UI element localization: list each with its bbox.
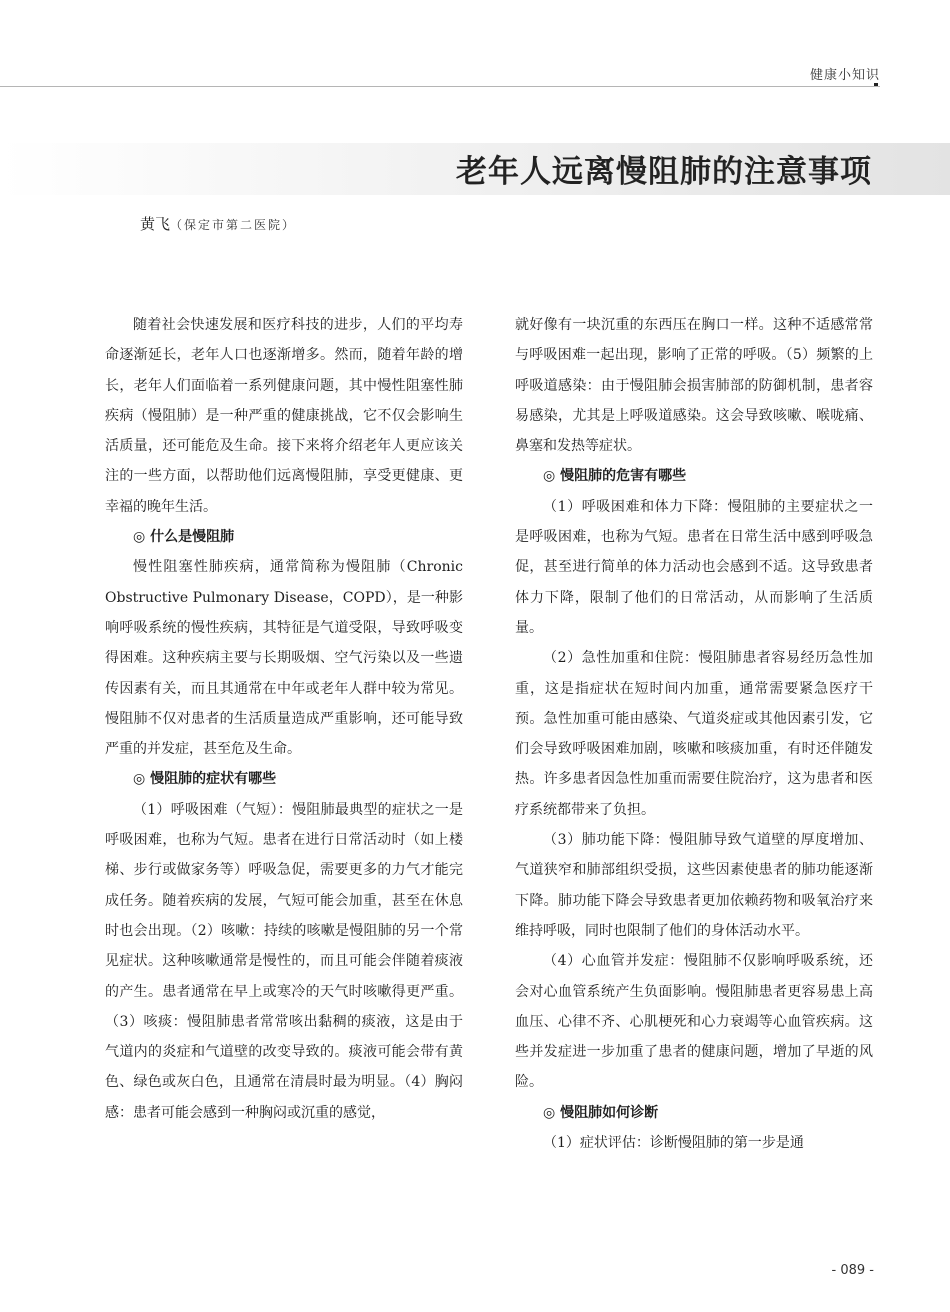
harm-paragraph-4: （4）心血管并发症：慢阻肺不仅影响呼吸系统，还会对心血管系统产生负面影响。慢阻肺患者更容易患上高血压、心律不齐、心肌梗死和心力衰竭等心血管疾病。这些并发症进一步加重了患者的健康问题，增加了早逝的风险。 (515, 953, 873, 1091)
article-title: 老年人远离慢阻肺的注意事项 (456, 154, 872, 190)
author-affiliation: （保定市第二医院） (170, 218, 297, 232)
page-number: - 089 - (831, 1263, 874, 1278)
section-heading-harm: ◎ 慢阻肺的危害有哪些 (543, 468, 687, 485)
byline (140, 213, 296, 234)
what-is-paragraph: 慢性阻塞性肺疾病，通常简称为慢阻肺（Chronic Obstructive Pulmonary Disease，COPD），是一种影响呼吸系统的慢性疾病，其特征是气道受限，导致呼吸变得困难。这种疾病主要与长期吸烟、空气污染以及一些遗传因素有关，而且其通常在中年或老年人群中较为常见。慢阻肺不仅对患者的生活质量造成严重影响，还可能导致严重的并发症，甚至危及生命。 (105, 559, 463, 758)
symptoms-continued-paragraph: 就好像有一块沉重的东西压在胸口一样。这种不适感常常与呼吸困难一起出现，影响了正常的呼吸。（5）频繁的上呼吸道感染：由于慢阻肺会损害肺部的防御机制，患者容易感染，尤其是上呼吸道感染。这会导致咳嗽、喉咙痛、鼻塞和发热等症状。 (515, 317, 873, 455)
harm-paragraph-1: （1）呼吸困难和体力下降：慢阻肺的主要症状之一是呼吸困难，也称为气短。患者在日常生活中感到呼吸急促，甚至进行简单的体力活动也会感到不适。这导致患者体力下降，限制了他们的日常活动，从而影响了生活质量。 (515, 498, 873, 636)
section-heading-diagnosis: ◎ 慢阻肺如何诊断 (543, 1104, 659, 1121)
diagnosis-paragraph-1: （1）症状评估：诊断慢阻肺的第一步是通 (543, 1135, 804, 1152)
harm-paragraph-3: （3）肺功能下降：慢阻肺导致气道壁的厚度增加、气道狭窄和肺部组织受损，这些因素使患者的肺功能逐渐下降。肺功能下降会导致患者更加依赖药物和吸氧治疗来维持呼吸，同时也限制了他们的身体活动水平。 (515, 832, 873, 939)
left-column (105, 310, 463, 1128)
author-name: 黄飞 (140, 215, 171, 233)
right-column (515, 310, 873, 1158)
intro-paragraph: 随着社会快速发展和医疗科技的进步，人们的平均寿命逐渐延长，老年人口也逐渐增多。然而，随着年龄的增长，老年人们面临着一系列健康问题，其中慢性阻塞性肺疾病（慢阻肺）是一种严重的健康挑战，它不仅会影响生活质量，还可能危及生命。接下来将介绍老年人更应该关注的一些方面，以帮助他们远离慢阻肺，享受更健康、更幸福的晚年生活。 (105, 317, 463, 515)
section-heading-what-is: ◎ 什么是慢阻肺 (133, 529, 235, 546)
symptoms-paragraph: （1）呼吸困难（气短）：慢阻肺最典型的症状之一是呼吸困难，也称为气短。患者在进行日常活动时（如上楼梯、步行或做家务等）呼吸急促，需要更多的力气才能完成任务。随着疾病的发展，气短可能会加重，甚至在休息时也会出现。（2）咳嗽：持续的咳嗽是慢阻肺的另一个常见症状。这种咳嗽通常是慢性的，而且可能会伴随着痰液的产生。患者通常在早上或寒冷的天气时咳嗽得更严重。（3）咳痰：慢阻肺患者常常咳出黏稠的痰液，这是由于气道内的炎症和气道壁的改变导致的。痰液可能会带有黄色、绿色或灰白色，且通常在清晨时最为明显。（4）胸闷感：患者可能会感到一种胸闷或沉重的感觉， (105, 801, 463, 1121)
header-divider (0, 86, 880, 87)
section-label: 健康小知识 (809, 68, 880, 83)
section-heading-symptoms: ◎ 慢阻肺的症状有哪些 (133, 771, 277, 788)
harm-paragraph-2: （2）急性加重和住院：慢阻肺患者容易经历急性加重，这是指症状在短时间内加重，通常需要紧急医疗干预。急性加重可能由感染、气道炎症或其他因素引发，它们会导致呼吸困难加剧，咳嗽和咳痰加重，有时还伴随发热。许多患者因急性加重而需要住院治疗，这为患者和医疗系统都带来了负担。 (515, 650, 873, 818)
